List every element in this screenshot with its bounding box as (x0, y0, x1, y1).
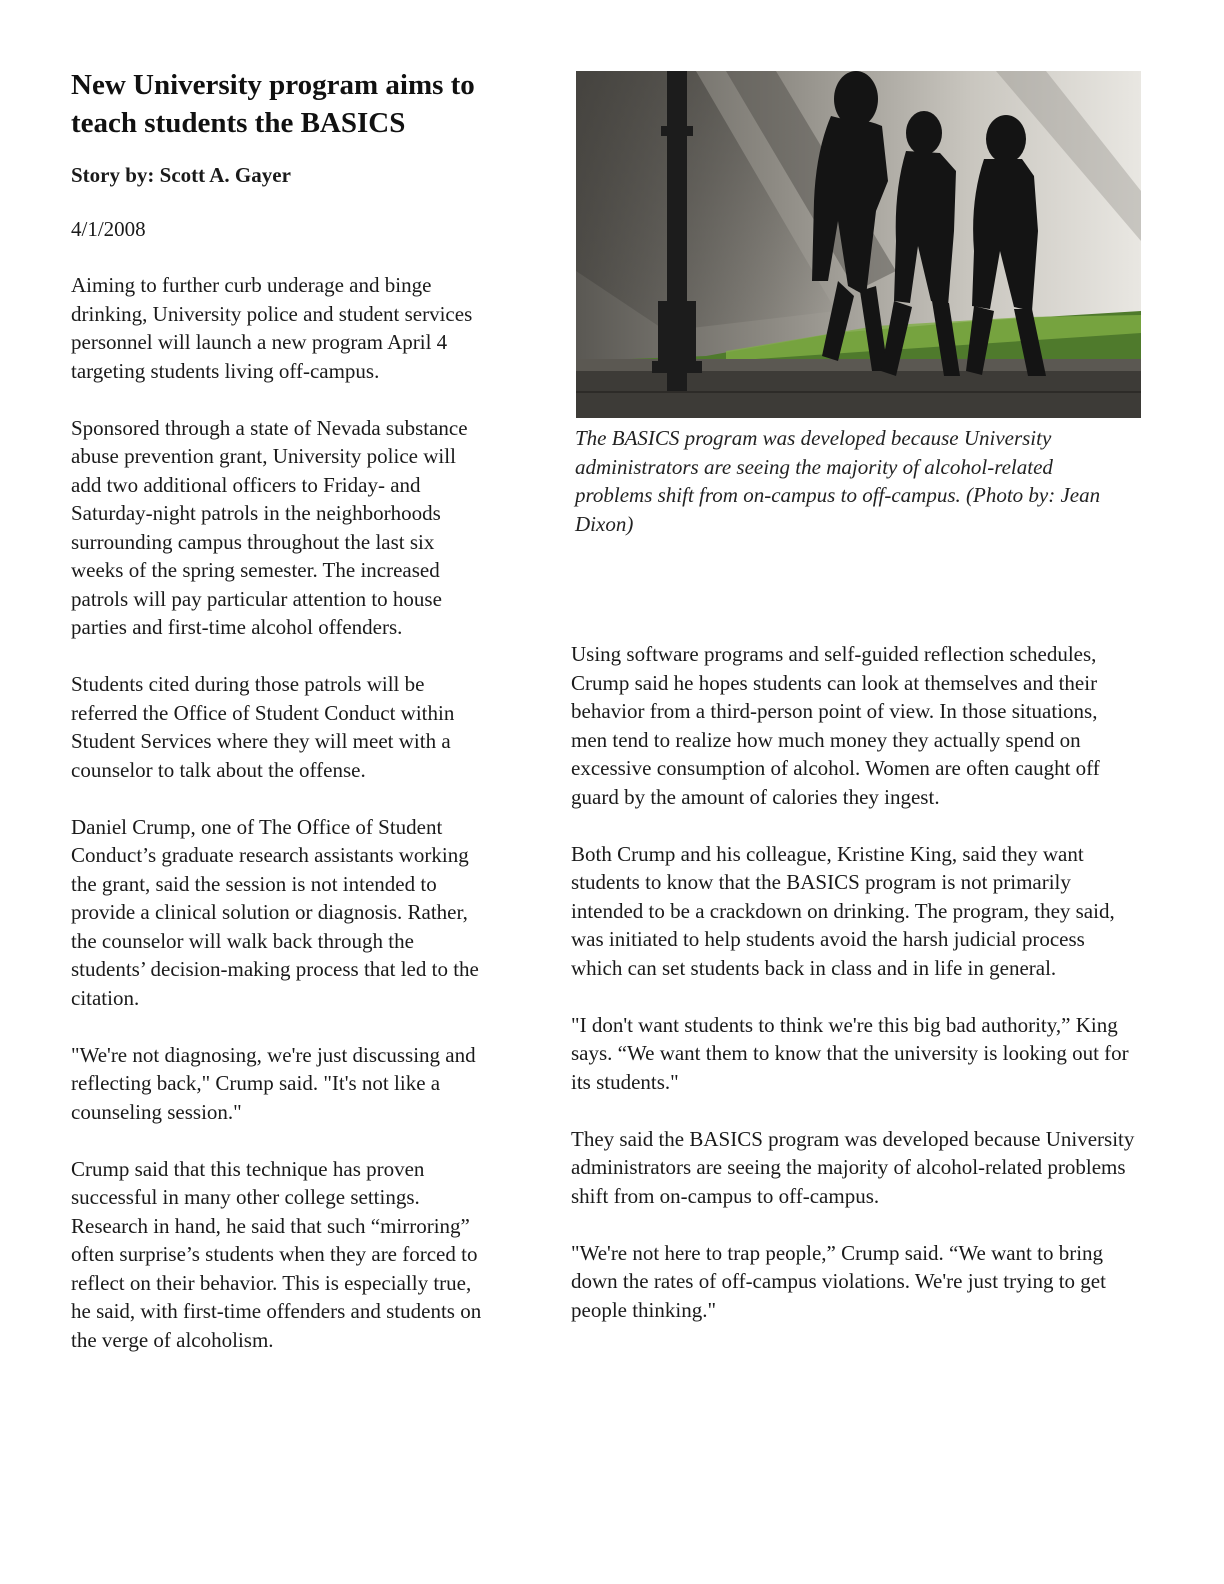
right-paragraph-1: Using software programs and self-guided reflection schedules, Crump said he hopes students can look at themselves and their behavior from a third-person point of view. In those situations, men tend to realize how much money they actually spend on excessive consumption of alcohol. Women are often caught off guard by the amount of calories they ingest. (571, 642, 1100, 809)
silhouette-photo-image (576, 71, 1141, 418)
left-paragraph-2: Sponsored through a state of Nevada substance abuse prevention grant, University police will add two additional officers to Friday- and Saturday-night patrols in the neighborhoods surrounding campus throughout the last six weeks of the spring semester. The increased patrols will pay particular attention to house parties and first-time alcohol offenders. (71, 415, 468, 639)
photo-caption: The BASICS program was developed because University administrators are seeing the majority of alcohol-related problems shift from on-campus to off-campus. (Photo by: Jean Dixon) (575, 426, 1101, 536)
article-photo (576, 71, 1141, 418)
left-paragraph-5: "We're not diagnosing, we're just discussing and reflecting back," Crump said. "It's not like a counseling session." (71, 1042, 476, 1124)
left-column (71, 66, 491, 1383)
right-column (571, 640, 1136, 1353)
right-paragraph-4: They said the BASICS program was developed because University administrators are seeing the majority of alcohol-related problems shift from on-campus to off-campus. (571, 1126, 1135, 1208)
article-date: 4/1/2008 (71, 217, 146, 241)
right-paragraph-3: "I don't want students to think we're this big bad authority,” King says. “We want them to know that the university is looking out for its students." (571, 1012, 1129, 1094)
left-paragraph-6: Crump said that this technique has proven successful in many other college settings. Research in hand, he said that such “mirroring” often surprise’s students when they are forced to reflect on their behavior. This is especially true, he said, with first-time offenders and students on the verge of alcoholism. (71, 1156, 482, 1352)
right-paragraph-2: Both Crump and his colleague, Kristine King, said they want students to know that the BASICS program is not primarily intended to be a crackdown on drinking. The program, they said, was initiated to help students avoid the harsh judicial process which can set students back in class and in life in general. (571, 841, 1115, 980)
left-paragraph-1: Aiming to further curb underage and binge drinking, University police and student services personnel will launch a new program April 4 targeting students living off-campus. (71, 273, 473, 383)
article-byline: Story by: Scott A. Gayer (71, 163, 291, 187)
left-paragraph-3: Students cited during those patrols will be referred the Office of Student Conduct within Student Services where they will meet with a counselor to talk about the offense. (71, 672, 455, 782)
left-paragraph-4: Daniel Crump, one of The Office of Student Conduct’s graduate research assistants working the grant, said the session is not intended to provide a clinical solution or diagnosis. Rather, the counselor will walk back through the students’ decision-making process that led to the citation. (71, 814, 479, 1010)
article-headline: New University program aims to teach students the BASICS (71, 69, 475, 139)
right-paragraph-5: "We're not here to trap people,” Crump said. “We want to bring down the rates of off-campus violations. We're just trying to get people thinking." (571, 1240, 1106, 1322)
